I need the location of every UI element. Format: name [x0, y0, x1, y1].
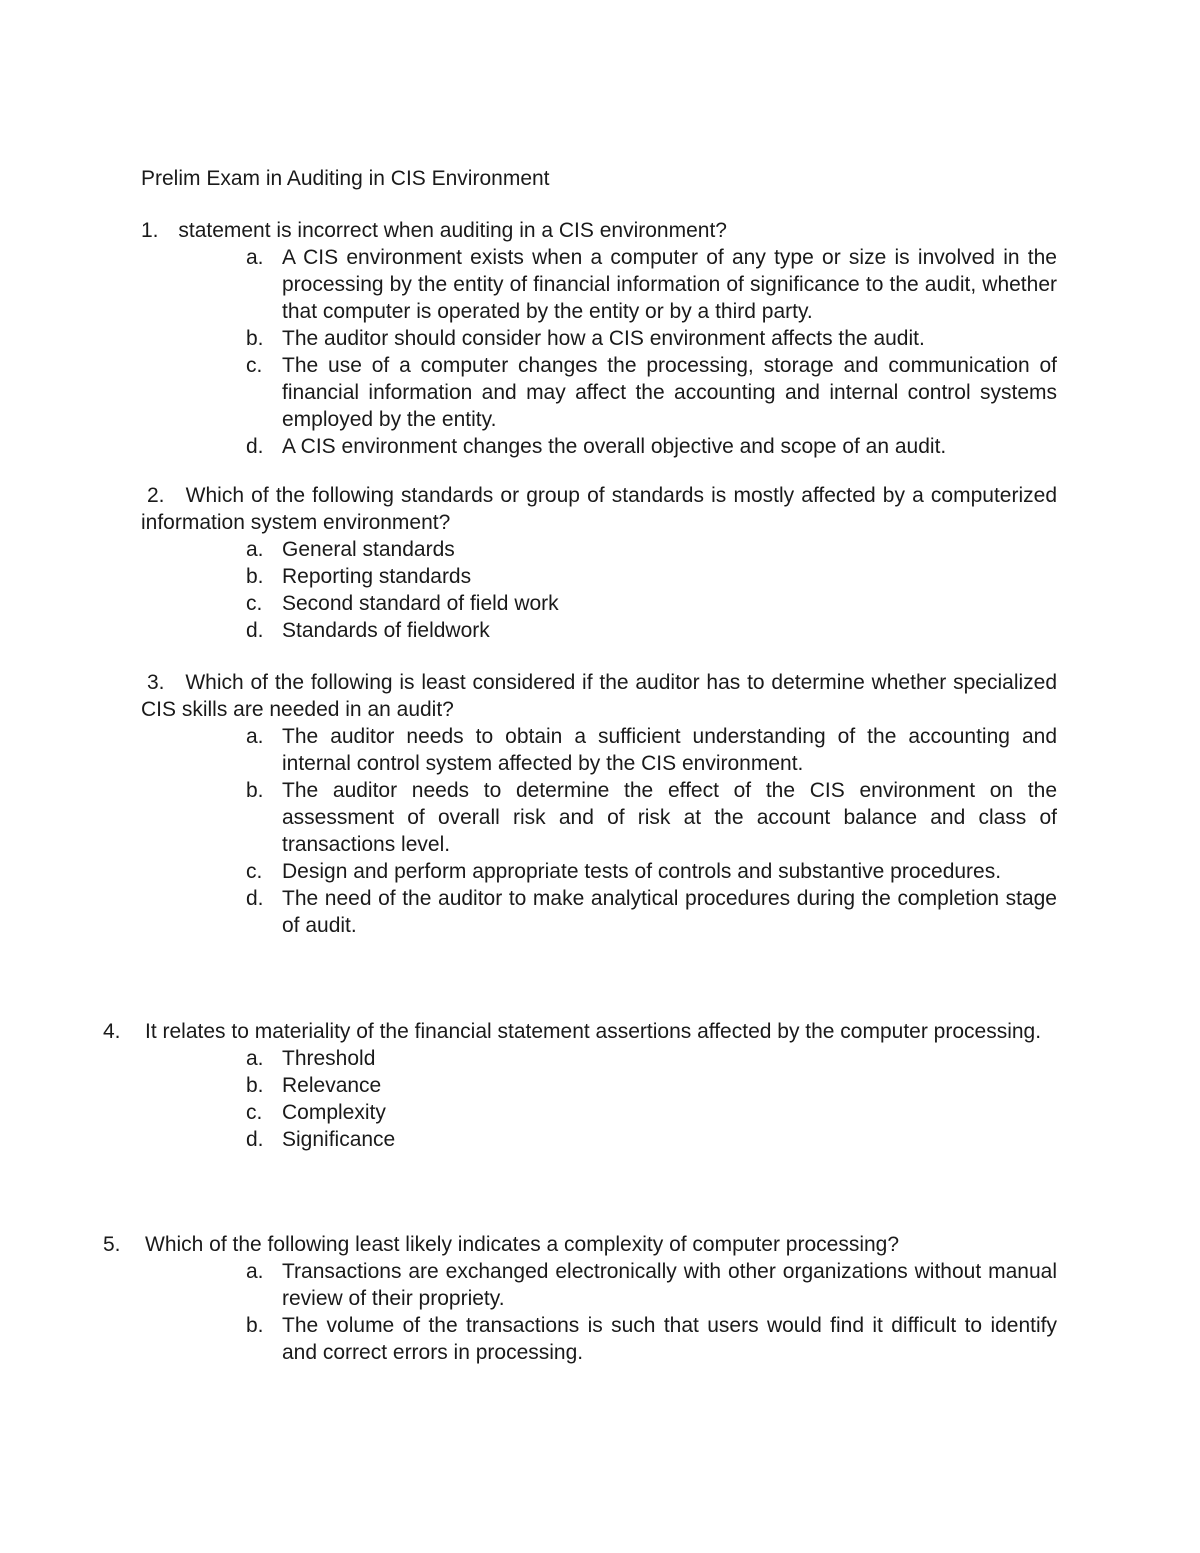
option-text: The need of the auditor to make analytical procedures during the completion stage of audit.: [282, 887, 1057, 937]
option-item: [141, 777, 1057, 858]
option-text: The auditor needs to obtain a sufficient understanding of the accounting and internal control system affected by the CIS environment.: [282, 725, 1057, 775]
question-5: [103, 1231, 1057, 1366]
option-item: [141, 1099, 1057, 1126]
option-text: Standards of fieldwork: [282, 619, 490, 642]
question-1: [141, 217, 1057, 460]
option-text: Threshold: [282, 1047, 376, 1070]
option-text: Reporting standards: [282, 565, 472, 588]
option-letter: b.: [246, 565, 264, 588]
option-letter: d.: [246, 1128, 264, 1151]
option-text: Transactions are exchanged electronically with other organizations without manual review of their propriety.: [282, 1260, 1057, 1310]
option-item: [141, 1126, 1057, 1153]
options-list: [141, 723, 1057, 939]
question-text: Which of the following standards or group of standards is mostly affected by a computerized information system environment?: [141, 484, 1057, 534]
option-text: The volume of the transactions is such that users would find it difficult to identify and correct errors in processing.: [282, 1314, 1057, 1364]
option-letter: b.: [246, 1074, 264, 1097]
option-item: [141, 885, 1057, 939]
option-item: [141, 590, 1057, 617]
option-letter: a.: [246, 1260, 264, 1283]
option-letter: a.: [246, 538, 264, 561]
option-text: The auditor needs to determine the effect of the CIS environment on the assessment of overall risk and of risk at the account balance and class of transactions level.: [282, 779, 1057, 856]
question-number: 3.: [147, 671, 165, 694]
option-item: [141, 1258, 1057, 1312]
option-item: [141, 352, 1057, 433]
option-item: [141, 433, 1057, 460]
option-text: The auditor should consider how a CIS environment affects the audit.: [282, 327, 925, 350]
option-text: The use of a computer changes the processing, storage and communication of financial information and may affect the accounting and internal control systems employed by the entity.: [282, 354, 1057, 431]
option-text: A CIS environment changes the overall objective and scope of an audit.: [282, 435, 947, 458]
option-letter: b.: [246, 1314, 264, 1337]
option-letter: d.: [246, 435, 264, 458]
question-text: statement is incorrect when auditing in a CIS environment?: [178, 219, 727, 242]
question-stem: [141, 217, 1057, 244]
question-text: It relates to materiality of the financial statement assertions affected by the computer processing.: [145, 1020, 1042, 1043]
option-item: [141, 536, 1057, 563]
option-letter: d.: [246, 619, 264, 642]
question-text: Which of the following is least considered if the auditor has to determine whether specialized CIS skills are needed in an audit?: [141, 671, 1058, 721]
options-list: [141, 536, 1057, 644]
question-4: [103, 1018, 1057, 1153]
option-letter: d.: [246, 887, 264, 910]
options-list: [141, 1258, 1057, 1366]
option-letter: c.: [246, 860, 263, 883]
option-letter: c.: [246, 1101, 263, 1124]
question-number: 5.: [103, 1233, 121, 1256]
question-2: [141, 482, 1057, 644]
option-item: [141, 1045, 1057, 1072]
option-text: A CIS environment exists when a computer of any type or size is involved in the processing by the entity of financial information of significance to the audit, whether that computer is operated by the entity or by a third party.: [282, 246, 1057, 323]
option-letter: c.: [246, 592, 263, 615]
option-item: [141, 723, 1057, 777]
options-list: [141, 1045, 1057, 1153]
option-letter: b.: [246, 779, 264, 802]
question-number: 1.: [141, 219, 159, 242]
option-letter: b.: [246, 327, 264, 350]
question-3: [141, 669, 1057, 939]
option-letter: c.: [246, 354, 263, 377]
question-stem: [103, 1018, 1057, 1045]
option-text: Significance: [282, 1128, 396, 1151]
option-item: [141, 563, 1057, 590]
option-text: Complexity: [282, 1101, 386, 1124]
option-text: Relevance: [282, 1074, 382, 1097]
question-text: Which of the following least likely indicates a complexity of computer processing?: [145, 1233, 900, 1256]
option-text: General standards: [282, 538, 455, 561]
page-title: Prelim Exam in Auditing in CIS Environment: [141, 167, 550, 190]
question-stem: [103, 1231, 1057, 1258]
question-number: 2.: [147, 484, 165, 507]
option-item: [141, 1312, 1057, 1366]
option-item: [141, 1072, 1057, 1099]
question-number: 4.: [103, 1020, 121, 1043]
question-stem: [141, 669, 1057, 723]
option-item: [141, 325, 1057, 352]
option-letter: a.: [246, 246, 264, 269]
options-list: [141, 244, 1057, 460]
option-text: Second standard of field work: [282, 592, 559, 615]
option-letter: a.: [246, 725, 264, 748]
option-letter: a.: [246, 1047, 264, 1070]
option-text: Design and perform appropriate tests of controls and substantive procedures.: [282, 860, 1002, 883]
option-item: [141, 858, 1057, 885]
option-item: [141, 617, 1057, 644]
question-stem: [141, 482, 1057, 536]
option-item: [141, 244, 1057, 325]
